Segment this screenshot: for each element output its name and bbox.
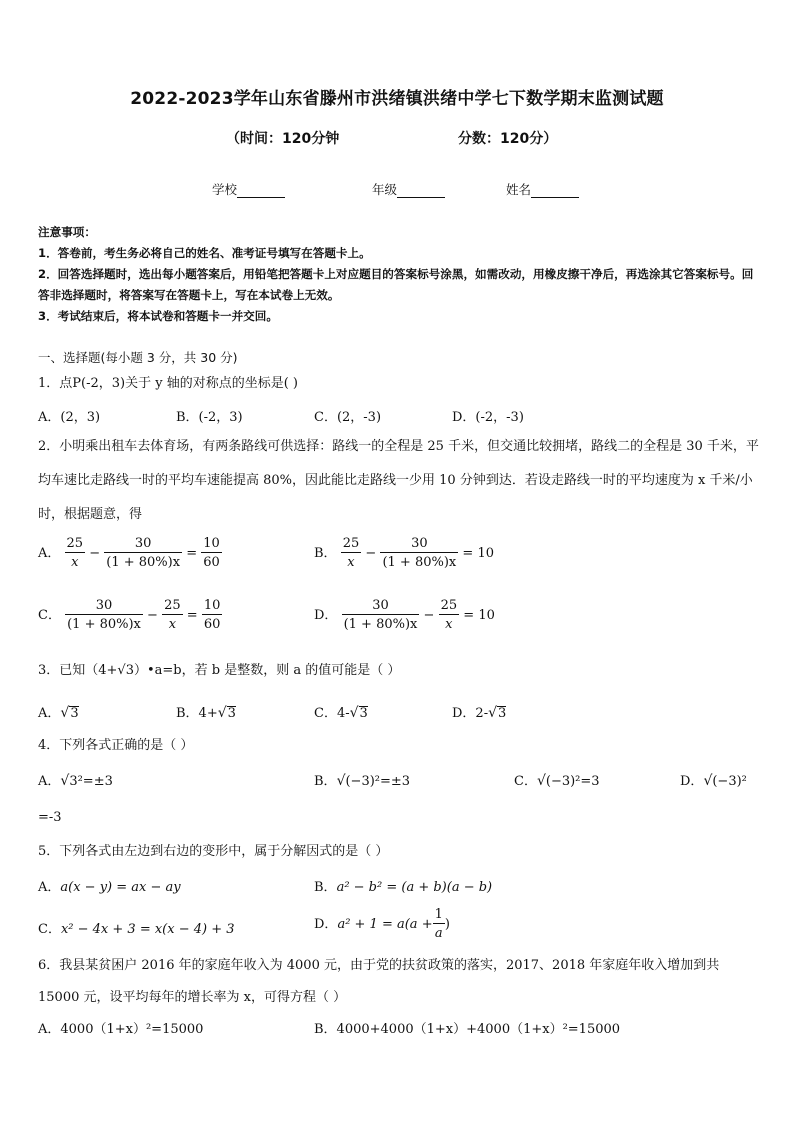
name-field[interactable] [506, 180, 579, 198]
q5-option-d[interactable]: D．a² + 1 = a(a + $\frac{1}{a}$ ) [314, 907, 450, 941]
q4-option-a[interactable]: A．√3²=±3 [38, 773, 113, 789]
grade-field[interactable] [372, 180, 445, 198]
q6-option-a[interactable]: A．4000（1+x）²=15000 [38, 1022, 204, 1037]
question-6 [38, 950, 760, 1014]
q3-option-c[interactable]: C．4-√3 [314, 705, 368, 721]
notes-block [38, 222, 758, 327]
note-item: 2．回答选择题时，选出每小题答案后，用铅笔把答题卡上对应题目的答案标号涂黑，如需改动，用橡皮擦干净后，再选涂其它答案标号。回答非选择题时，将答案写在答题卡上，写在本试卷上无效。 [38, 267, 754, 302]
school-label: 学校 [212, 182, 238, 197]
question-text: 5．下列各式由左边到右边的变形中，属于分解因式的是（ ） [38, 844, 389, 859]
question-4 [38, 730, 760, 762]
q4-option-d-tail: =-3 [38, 810, 62, 825]
question-text: 6．我县某贫困户 2016 年的家庭年收入为 4000 元，由于党的扶贫政策的落实，2017、2018 年家庭年收入增加到共 15000 元，设平均每年的增长率为 x，可得方程（ ） [38, 958, 720, 1005]
section-heading: 一、选择题(每小题 3 分，共 30 分) [38, 350, 238, 365]
q2-option-b[interactable]: B． $\frac{25}{x}$ − $\frac{30}{(1 + 80\%)x}$ = 10 [314, 536, 494, 570]
q4-option-c[interactable]: C．√(−3)²=3 [514, 773, 600, 789]
name-label: 姓名 [506, 182, 532, 197]
q2-option-d[interactable]: D． $\frac{30}{(1 + 80\%)x}$ − $\frac{25}{x}$ = 10 [314, 598, 495, 632]
question-text: 4．下列各式正确的是（ ） [38, 738, 194, 753]
q1-option-b[interactable]: B．(-2，3) [176, 410, 243, 425]
q6-option-b[interactable]: B．4000+4000（1+x）+4000（1+x）²=15000 [314, 1022, 621, 1037]
note-item: 1．答卷前，考生务必将自己的姓名、准考证号填写在答题卡上。 [38, 246, 371, 260]
q1-option-c[interactable]: C．(2，-3) [314, 410, 382, 425]
question-1 [38, 368, 760, 400]
question-2 [38, 430, 760, 532]
time-limit: （时间：120分钟 [226, 131, 340, 147]
question-text: 1．点P(-2，3)关于 y 轴的对称点的坐标是( ) [38, 376, 298, 391]
question-text: 3．已知（4+√3）•a=b，若 b 是整数，则 a 的值可能是（ ） [38, 663, 401, 678]
q1-option-d[interactable]: D．(-2，-3) [452, 410, 524, 425]
q1-option-a[interactable]: A．(2，3) [38, 410, 101, 425]
notes-heading: 注意事项： [38, 225, 96, 239]
q5-option-a[interactable]: A．a(x − y) = ax − ay [38, 880, 181, 895]
q4-option-b[interactable]: B．√(−3)²=±3 [314, 773, 411, 789]
q3-option-b[interactable]: B．4+√3 [176, 705, 236, 721]
page-title: 2022-2023学年山东省滕州市洪绪镇洪绪中学七下数学期末监测试题 [130, 89, 664, 109]
grade-label: 年级 [372, 182, 398, 197]
q3-option-a[interactable]: A．√3 [38, 705, 79, 721]
question-text: 2．小明乘出租车去体育场，有两条路线可供选择：路线一的全程是 25 千米，但交通比较拥堵，路线二的全程是 30 千米，平均车速比走路线一时的平均车速能提高 80%，因此能比走路线一少用 10 分钟到达．若设走路线一时的平均速度为 x 千米/小时，根据题意，得 [38, 439, 759, 522]
note-item: 3．考试结束后，将本试卷和答题卡一并交回。 [38, 309, 278, 323]
q3-option-d[interactable]: D．2-√3 [452, 705, 507, 721]
question-5 [38, 836, 760, 868]
q5-option-c[interactable]: C．x² − 4x + 3 = x(x − 4) + 3 [38, 922, 235, 937]
q2-option-a[interactable]: A． $\frac{25}{x}$ − $\frac{30}{(1 + 80\%)x}$ = $\frac{10}{60}$ [38, 536, 220, 570]
question-3 [38, 655, 760, 687]
q5-option-b[interactable]: B．a² − b² = (a + b)(a − b) [314, 880, 493, 895]
total-score: 分数：120分） [458, 131, 558, 147]
q2-option-c[interactable]: C． $\frac{30}{(1 + 80\%)x}$ − $\frac{25}{x}$ = $\frac{10}{60}$ [38, 598, 221, 632]
school-field[interactable] [212, 180, 285, 198]
q4-option-d[interactable]: D．√(−3)² [680, 773, 747, 789]
